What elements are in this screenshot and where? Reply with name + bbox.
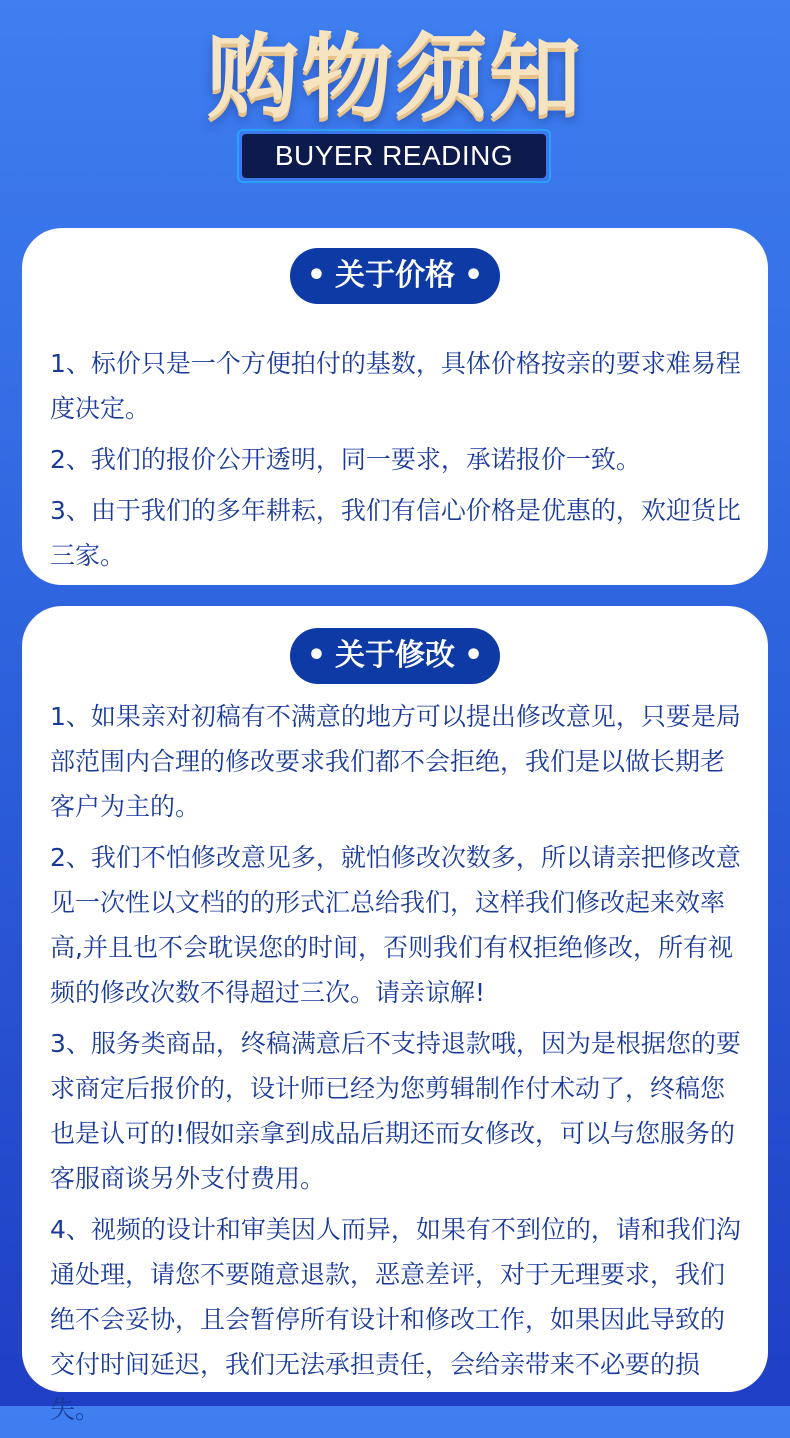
bullet-dot: •: [306, 258, 326, 293]
price-section-heading: [290, 248, 500, 304]
price-section-card: [22, 228, 768, 585]
price-heading-text: 关于价格: [335, 258, 455, 293]
list-item: 2、我们的报价公开透明，同一要求，承诺报价一致。: [50, 445, 641, 474]
list-item: 4、视频的设计和审美因人而异，如果有不到位的，请和我们沟通处理，请您不要随意退款，恶意差评，对于无理要求，我们绝不会妥协，且会暂停所有设计和修改工作，如果因此导致的交付时间延迟，我们无法承担责任，会给亲带来不必要的损失。: [50, 1215, 741, 1424]
revision-section-card: [22, 606, 768, 1424]
list-item: 1、如果亲对初稿有不满意的地方可以提出修改意见，只要是局部范围内合理的修改要求我们都不会拒绝，我们是以做长期老客户为主的。: [50, 702, 741, 821]
bullet-dot: •: [306, 638, 326, 673]
revision-item-list: [50, 694, 746, 1438]
list-item: 3、由于我们的多年耕耘，我们有信心价格是优惠的，欢迎货比三家。: [50, 496, 741, 570]
price-item-list: [50, 341, 746, 584]
list-item: 1、标价只是一个方便拍付的基数，具体价格按亲的要求难易程度决定。: [50, 349, 741, 423]
revision-heading-text: 关于修改: [335, 638, 455, 673]
bullet-dot: •: [464, 638, 484, 673]
subtitle-text: BUYER READING: [242, 134, 546, 178]
revision-section-heading: [290, 628, 500, 684]
bullet-dot: •: [464, 258, 484, 293]
page-title: 购物须知: [206, 24, 583, 131]
subtitle-badge: [237, 129, 551, 183]
list-item: 2、我们不怕修改意见多，就怕修改次数多，所以请亲把修改意见一次性以文档的的形式汇总给我们，这样我们修改起来效率高,并且也不会耽误您的时间，否则我们有权拒绝修改，所有视频的修改次数不得超过三次。请亲谅解!: [50, 843, 741, 1007]
list-item: 3、服务类商品，终稿满意后不支持退款哦，因为是根据您的要求商定后报价的，设计师已经为您剪辑制作付术动了，终稿您也是认可的!假如亲拿到成品后期还而女修改，可以与您服务的客服商谈另外支付费用。: [50, 1029, 741, 1193]
